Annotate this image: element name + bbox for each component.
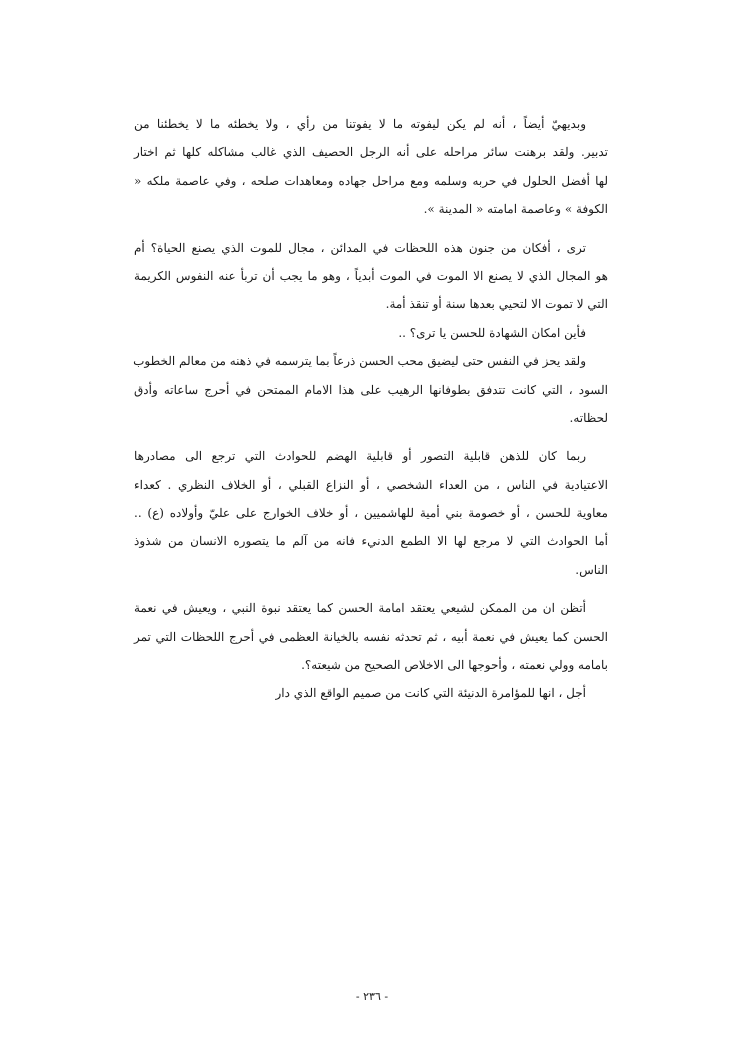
paragraph-6 <box>134 594 608 679</box>
text-line: الاعتيادية في الناس ، من العداء الشخصي ، أو النزاع القبلي ، أو الخلاف النظري . كعداء <box>134 477 608 492</box>
text-line: أتظن ان من الممكن لشيعي يعتقد امامة الحسن كما يعتقد نبوة النبي ، ويعيش في نعمة <box>134 601 586 616</box>
text-line: وبديهيّ أيضاً ، أنه لم يكن ليفوته ما لا يفوتنا من رأي ، ولا يخطئه ما لا يخطئنا من <box>134 117 586 131</box>
page-text-body <box>134 110 608 708</box>
text-line: الناس. <box>575 562 608 577</box>
text-line: معاوية للحسن ، أو خصومة بني أمية للهاشميين ، أو خلاف الخوارج على عليّ وأولاده (ع) .. <box>134 506 608 521</box>
text-line: الكوفة » وعاصمة امامته « المدينة ». <box>423 202 608 217</box>
text-line: أما الحوادث التي لا مرجع لها الا الطمع الدنيء فانه من آلم ما يتصوره الانسان من شذوذ <box>134 534 608 549</box>
paragraph-2 <box>134 234 608 319</box>
paragraph-4 <box>134 347 608 432</box>
text-line: التي لا تموت الا لتحيي بعدها سنة أو تنقذ أمة. <box>385 297 608 312</box>
paragraph-7 <box>134 679 608 707</box>
text-line: تدبير. ولقد برهنت سائر مراحله على أنه الرجل الحصيف الذي غالب مشاكله كلها ثم اختار <box>134 145 608 160</box>
text-line: أجل ، انها للمؤامرة الدنيئة التي كانت من صميم الواقع الذي دار <box>275 686 586 701</box>
paragraph-5 <box>134 442 608 584</box>
page-number: - ٢٣٦ - <box>355 990 389 1003</box>
text-line: ترى ، أفكان من جنون هذه اللحظات في المدائن ، مجال للموت الذي يصنع الحياة؟ أم <box>134 240 586 255</box>
text-line: فأين امكان الشهادة للحسن يا ترى؟ .. <box>398 325 586 340</box>
text-line: لحظاته. <box>569 410 608 425</box>
text-line: بامامه وولي نعمته ، وأحوجها الى الاخلاص الصحيح من شيعته؟. <box>301 658 608 673</box>
text-line: ربما كان للذهن قابلية التصور أو قابلية الهضم للحوادث التي ترجع الى مصادرها <box>134 449 586 464</box>
paragraph-3 <box>134 319 608 347</box>
text-line: لها أفضل الحلول في حربه وسلمه ومع مراحل جهاده ومعاهدات صلحه ، وفي عاصمة ملكه « <box>134 173 608 188</box>
text-line: الحسن كما يعيش في نعمة أبيه ، ثم تحدثه نفسه بالخيانة العظمى في أحرج اللحظات التي تمر <box>134 629 608 644</box>
paragraph-1 <box>134 110 608 224</box>
text-line: ولقد يحز في النفس حتى ليضيق محب الحسن ذرعاً بما يترسمه في ذهنه من معالم الخطوب <box>133 354 586 369</box>
text-line: هو المجال الذي لا يصنع الا الموت في الموت أبدياً ، وهو ما يجب أن تربأ عنه النفوس الكريمة <box>134 268 608 283</box>
text-line: السود ، التي كانت تتدفق بطوفانها الرهيب على هذا الامام الممتحن في أحرج ساعاته وأدق <box>134 382 608 397</box>
